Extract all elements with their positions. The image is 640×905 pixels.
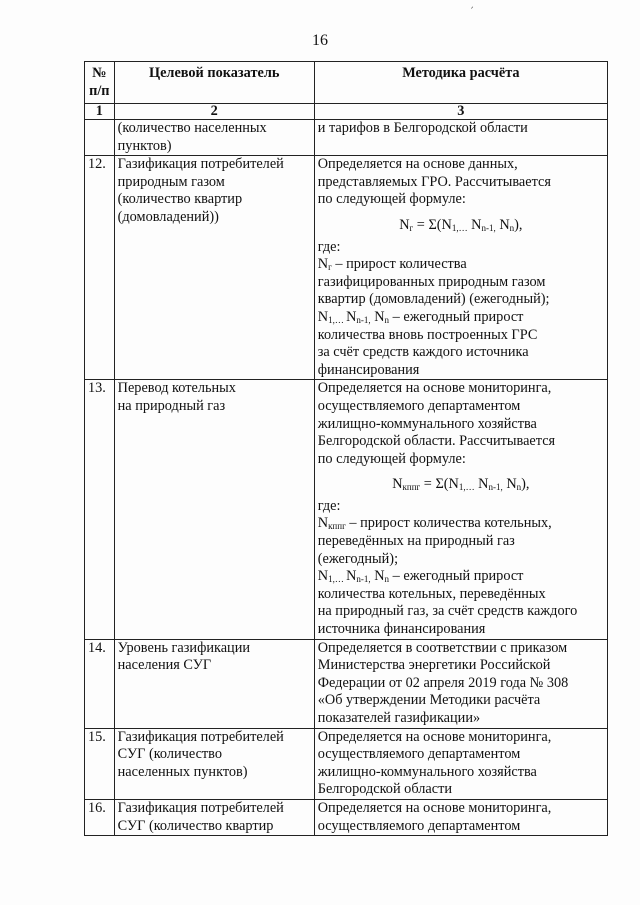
method-line: и тарифов в Белгородской области: [317, 120, 528, 136]
indicator-line: СУГ (количество квартир: [117, 817, 274, 834]
method-line: по следующей формуле:: [317, 191, 466, 208]
formula-text: N: [474, 476, 489, 493]
method-line: жилищно-коммунального хозяйства: [317, 763, 537, 780]
definition-line: [318, 256, 604, 274]
def-text: источника финансирования: [317, 621, 486, 638]
formula-subscript: 1,…: [458, 482, 475, 493]
def-subscript: 1,…: [328, 314, 347, 325]
def-subscript: n: [384, 314, 390, 325]
header-indicator: Целевой показатель: [114, 62, 314, 104]
method-cell: [314, 799, 607, 835]
indicator-line: населения СУГ: [117, 657, 212, 674]
method-line: осуществляемого департаментом: [317, 397, 521, 414]
col-number: 3: [314, 104, 607, 120]
method-line: Определяется на основе данных,: [317, 156, 518, 173]
col-number: 2: [114, 104, 314, 120]
row-number: 13.: [85, 380, 115, 639]
def-text: квартир (домовладений) (ежегодный);: [317, 291, 550, 308]
indicator-line: Перевод котельных: [117, 380, 236, 397]
definition-line: [318, 309, 604, 327]
definition-line: [318, 551, 604, 569]
def-text: количества вновь построенных ГРС: [317, 326, 538, 343]
def-subscript: n-1,: [356, 314, 371, 325]
method-line: Белгородской области: [317, 781, 452, 798]
indicator-cell: [114, 156, 314, 380]
def-subscript: n-1,: [356, 574, 371, 585]
formula: [318, 476, 604, 494]
formula-subscript: г: [409, 222, 414, 233]
definition-line: [318, 274, 604, 292]
formula-subscript: n: [516, 482, 522, 493]
method-cell: [314, 380, 607, 639]
table-row: [85, 156, 608, 380]
indicator-cell: [114, 639, 314, 728]
method-line: Определяется на основе мониторинга,: [317, 728, 552, 745]
page-number: 16: [312, 32, 328, 49]
row-number: 14.: [85, 639, 115, 728]
def-text: – ежегодный прирост: [389, 568, 524, 585]
def-text: газифицированных природным газом: [317, 273, 546, 290]
table-header-row: [85, 62, 608, 104]
formula-text: N: [495, 216, 510, 233]
indicator-line: Газификация потребителей: [117, 728, 284, 745]
table-row: [85, 639, 608, 728]
column-numbers-row: [85, 104, 608, 120]
formula-subscript: n: [509, 222, 515, 233]
def-subscript: n: [384, 574, 390, 585]
definition-line: [318, 515, 604, 533]
definition-line: [318, 621, 604, 639]
formula-text: N: [502, 476, 517, 493]
indicator-cell: [114, 799, 314, 835]
row-number: 16.: [85, 799, 115, 835]
indicator-line: природным газом: [117, 173, 225, 190]
method-line: осуществляемого департаментом: [317, 746, 521, 763]
def-text: – ежегодный прирост: [389, 308, 524, 325]
def-symbol: N: [346, 308, 357, 325]
formula-text: ),: [521, 476, 530, 493]
definition-line: [318, 533, 604, 551]
def-text: переведённых на природный газ: [317, 533, 515, 550]
method-line: Определяется на основе мониторинга,: [317, 380, 552, 397]
formula-text: N: [467, 216, 482, 233]
def-symbol: N: [317, 568, 329, 585]
method-line: осуществляемого департаментом: [317, 817, 521, 834]
def-text: на природный газ, за счёт средств каждого: [317, 603, 578, 620]
formula-subscript: n-1,: [488, 482, 503, 493]
formula-symbol: N: [392, 476, 403, 493]
method-line: Определяется в соответствии с приказом: [317, 639, 568, 656]
formula-subscript: n-1,: [481, 222, 496, 233]
indicator-cell: [114, 120, 314, 156]
definition-line: [318, 291, 604, 309]
def-subscript: кппг: [328, 521, 346, 532]
indicator-line: населенных пунктов): [117, 763, 248, 780]
method-line: по следующей формуле:: [317, 450, 466, 467]
definition-line: [318, 568, 604, 586]
method-line: показателей газификации»: [317, 710, 481, 726]
table-row: [85, 799, 608, 835]
def-text: (ежегодный);: [317, 550, 399, 567]
indicator-line: Уровень газификации: [117, 639, 251, 656]
def-symbol: N: [346, 568, 357, 585]
def-text: за счёт средств каждого источника: [317, 344, 529, 361]
indicator-line: СУГ (количество: [117, 746, 222, 763]
method-line: Министерства энергетики Российской: [317, 657, 551, 674]
method-line: «Об утверждении Методики расчёта: [317, 692, 541, 709]
table-row: [85, 728, 608, 799]
def-text: – прирост количества: [331, 256, 467, 273]
definition-line: [318, 586, 604, 604]
def-symbol: N: [317, 256, 329, 273]
definition-line: [318, 344, 604, 362]
formula-subscript: кппг: [402, 482, 421, 493]
header-num: № п/п: [85, 62, 115, 104]
method-line: где:: [317, 238, 341, 255]
indicator-line: Газификация потребителей: [117, 799, 284, 816]
def-text: финансирования: [317, 361, 420, 378]
method-line: жилищно-коммунального хозяйства: [317, 415, 537, 432]
row-number: 15.: [85, 728, 115, 799]
method-line: Федерации от 02 апреля 2019 года № 308: [317, 674, 569, 691]
method-cell: [314, 639, 607, 728]
formula-text: ),: [514, 216, 523, 233]
indicator-cell: [114, 380, 314, 639]
indicator-line: Газификация потребителей: [117, 156, 284, 173]
definition-line: [318, 327, 604, 345]
col-number: 1: [85, 104, 115, 120]
method-cell: [314, 120, 607, 156]
def-text: – прирост количества котельных,: [345, 515, 552, 532]
def-symbol: N: [370, 308, 385, 325]
method-cell: [314, 156, 607, 380]
indicator-line: на природный газ: [117, 397, 226, 414]
formula-symbol: N: [399, 216, 410, 233]
row-number: 12.: [85, 156, 115, 380]
indicators-table: [84, 61, 608, 836]
indicator-line: (домовладений)): [117, 208, 219, 225]
pen-mark: ʹ: [468, 4, 475, 17]
table-row: [85, 380, 608, 639]
definition-line: [318, 362, 604, 380]
method-line: представляемых ГРО. Рассчитывается: [317, 173, 551, 190]
formula: [318, 217, 604, 235]
indicator-line: (количество квартир: [117, 191, 243, 208]
method-line: Определяется на основе мониторинга,: [317, 799, 552, 816]
def-symbol: N: [317, 515, 329, 532]
formula-subscript: 1,…: [451, 222, 468, 233]
row-number: [85, 120, 115, 156]
def-text: количества котельных, переведённых: [317, 585, 546, 602]
method-line: Белгородской области. Рассчитывается: [317, 433, 556, 450]
indicator-line: (количество населенных: [117, 120, 267, 136]
def-subscript: г: [328, 262, 332, 273]
header-method: Методика расчёта: [314, 62, 607, 104]
def-symbol: N: [317, 308, 329, 325]
indicator-cell: [114, 728, 314, 799]
formula-text: = Σ(N: [413, 216, 452, 233]
def-subscript: 1,…: [328, 574, 347, 585]
method-line: где:: [317, 497, 341, 514]
table-row: [85, 120, 608, 156]
indicator-line: пунктов): [117, 137, 172, 154]
method-cell: [314, 728, 607, 799]
formula-text: = Σ(N: [420, 476, 459, 493]
definition-line: [318, 603, 604, 621]
def-symbol: N: [370, 568, 385, 585]
